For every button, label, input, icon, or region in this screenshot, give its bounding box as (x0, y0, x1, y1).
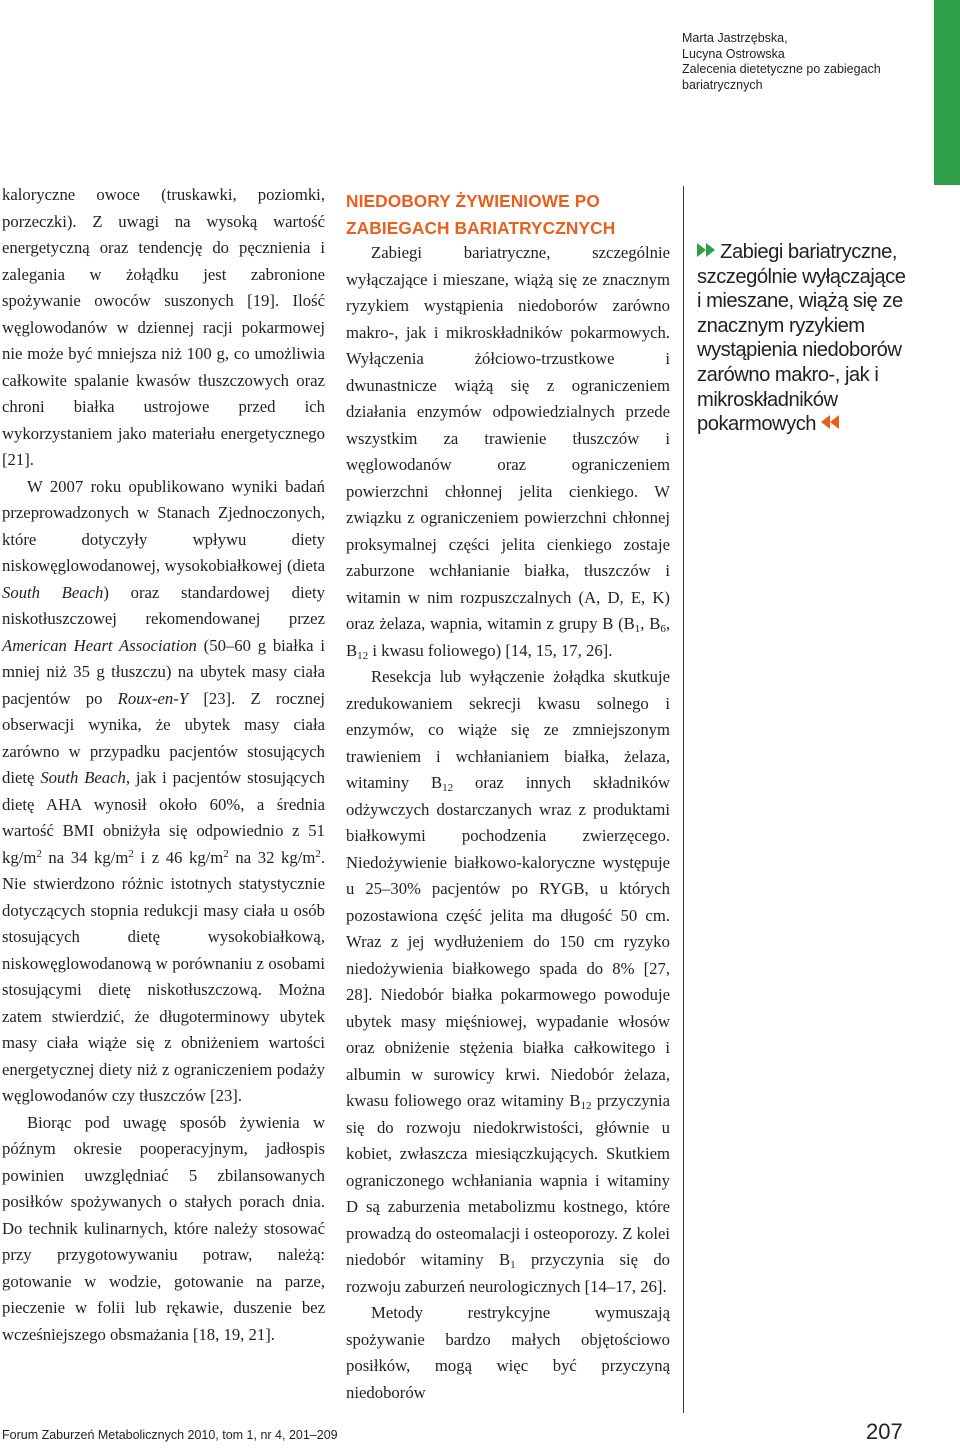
header-title-2: bariatrycznych (682, 77, 763, 92)
pull-quote-text: Zabiegi bariatryczne, szczególnie wyłączające i mieszane, wiążą się ze znacznym ryzykiem wystąpienia niedoborów zarówno makro-, jak i mikroskładników pokarmowych (697, 241, 906, 436)
arrow-left-icon (821, 415, 830, 429)
section-heading: NIEDOBORY ŻYWIENIOWE PO ZABIEGACH BARIATRYCZNYCH (346, 191, 616, 238)
paragraph: kaloryczne owoce (truskawki, poziomki, porzeczki). Z uwagi na wysoką wartość energetyczną oraz tendencję do pęcznienia i zalegania w żołądku jest zabronione spożywanie owoców suszonych [19]. Ilość węglowodanów w dziennej racji pokarmowej nie może być mniejsza niż 100 g, co umożliwia całkowite spalanie kwasów tłuszczowych oraz chroni białka ustrojowe przed ich wykorzystaniem jako materiału energetycznego [21]. (2, 185, 325, 469)
paragraph: Biorąc pod uwagę sposób żywienia w późnym okresie pooperacyjnym, jadłospis powinien uwzględniać 5 zbilansowanych posiłków spożywanych o stałych porach dnia. Do technik kulinarnych, które należy stosować przy przygotowywaniu potraw, należą: gotowanie w wodzie, gotowanie na parze, pieczenie w folii lub rękawie, duszenie bez wcześniejszego obsmażania [18, 19, 21]. (2, 1112, 325, 1344)
arrow-right-icon (697, 243, 706, 257)
text-column-left (2, 182, 325, 1348)
running-header (682, 31, 922, 93)
footer-journal: Forum Zaburzeń Metabolicznych 2010, tom 1, nr 4, 201–209 (2, 1428, 338, 1442)
green-edge-tab (934, 0, 960, 185)
paragraph: Zabiegi bariatryczne, szczególnie wyłączające i mieszane, wiążą się ze znacznym ryzykiem wystąpienia niedoborów zarówno makro-, jak i mikroskładników pokarmowych. Wyłączenia żółciowo-trzustkowe i dwunastnicze wiążą się z ograniczeniem działania enzymów odpowiedzialnych przede wszystkim za trawienie tłuszczów i węglowodanów oraz ograniczeniem powierzchni chłonnej jelita cienkiego. W związku z ograniczeniem powierzchni chłonnej proksymalnej części jelita cienkiego zostaje zaburzone wchłanianie białka, tłuszczów i witamin w nim rozpuszczalnych (A, D, E, K) oraz żelaza, wapnia, witamin z grupy B ($B_1$, $B_6$, $B_{12}$ i kwasu foliowego) [14, 15, 17, 26]. (346, 243, 670, 662)
header-author-2: Lucyna Ostrowska (682, 46, 785, 61)
paragraph: W 2007 roku opublikowano wyniki badań przeprowadzonych w Stanach Zjednoczonych, które dotyczyły wpływu diety niskowęglowodanowej, wysokobiałkowej (dieta South Beach) oraz standardowej diety niskotłuszczowej rekomendowanej przez American Heart Association (50–60 g białka i mniej niż 35 g tłuszczu) na ubytek masy ciała pacjentów po Roux-en-Y [23]. Z rocznej obserwacji wynika, że ubytek masy ciała zarówno w przypadku pacjentów stosujących dietę South Beach, jak i pacjentów stosujących dietę AHA wynosił około 60%, a średnia wartość BMI obniżyła się odpowiednio z 51 $kg/m^2$ na 34 $kg/m^2$ i z 46 $kg/m^2$ na 32 $kg/m^2$. Nie stwierdzono różnic istotnych statystycznie dotyczących stopnia redukcji masy ciała u osób stosujących dietę wysokobiałkową, niskowęglowodanową w porównaniu z osobami stosującymi dietę niskotłuszczową. Można zatem stwierdzić, że długoterminowy ubytek masy ciała wiąże się z obniżeniem wartości energetycznej diety niż z ograniczeniem podaży węglowodanów czy tłuszczów [23]. (2, 476, 325, 1105)
pull-quote (697, 240, 911, 437)
column-divider (683, 186, 684, 1413)
text-column-middle (346, 188, 670, 1406)
page-number: 207 (866, 1419, 903, 1444)
arrow-left-icon (830, 415, 839, 429)
header-author-1: Marta Jastrzębska, (682, 31, 788, 45)
arrow-right-icon (706, 243, 715, 257)
paragraph: Resekcja lub wyłączenie żołądka skutkuje zredukowaniem sekrecji kwasu solnego i enzymów, co wiąże się ze zmniejszonym trawieniem i wchłanianiem białka, żelaza, witaminy $B_{12}$ oraz innych składników odżywczych dostarczanych wraz z produktami białkowymi pochodzenia zwierzęcego. Niedożywienie białkowo-kaloryczne występuje u 25–30% pacjentów po RYGB, u których pozostawiona część jelita ma długość 50 cm. Wraz z jej wydłużeniem do 150 cm ryzyko niedożywienia białkowego spada do 8% [27, 28]. Niedobór białka pokarmowego powoduje ubytek masy mięśniowej, wypadanie włosów oraz obniżenie stężenia białka całkowitego i albumin w surowicy krwi. Niedobór żelaza, kwasu foliowego oraz witaminy $B_{12}$ przyczynia się do rozwoju niedokrwistości, głównie u kobiet, zwłaszcza miesiączkujących. Skutkiem ograniczonego wchłaniania wapnia i witaminy D są zaburzenia metabolizmu kostnego, które prowadzą do osteomalacji i osteoporozy. Z kolei niedobór witaminy $B_1$ przyczynia się do rozwoju zaburzeń neurologicznych [14–17, 26]. (346, 667, 671, 1296)
paragraph: Metody restrykcyjne wymuszają spożywanie bardzo małych objętościowo posiłków, mogą więc być przyczyną niedoborów (346, 1303, 670, 1402)
header-title-1: Zalecenia dietetyczne po zabiegach (682, 62, 881, 77)
